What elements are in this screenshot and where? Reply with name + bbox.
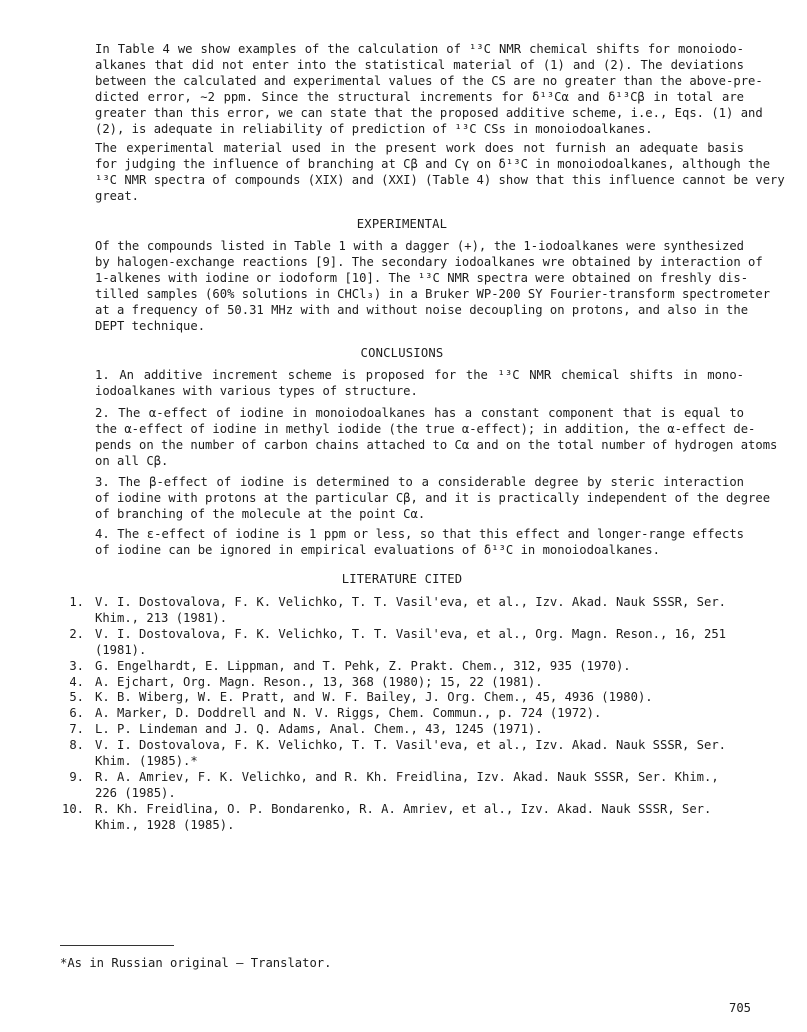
reference-number: 3. xyxy=(69,658,84,673)
text-line: In Table 4 we show examples of the calculation of ¹³C NMR chemical shifts for monoiodo- xyxy=(95,42,744,56)
text-line: tilled samples (60% solutions in CHCl₃) in a Bruker WP-200 SY Fourier-transform spectrometer xyxy=(95,286,771,301)
footnote: *As in Russian original — Translator. xyxy=(60,956,332,970)
reference-text: V. I. Dostovalova, F. K. Velichko, T. T. Vasil'eva, et al., Izv. Akad. Nauk SSSR, Ser. Khim. (1985).* xyxy=(95,738,727,769)
text-line: great. xyxy=(95,188,140,203)
reference-item xyxy=(58,595,748,627)
reference-item xyxy=(58,722,748,738)
reference-number: 4. xyxy=(69,674,84,689)
reference-number: 2. xyxy=(69,626,84,641)
heading-literature-cited: LITERATURE CITED xyxy=(341,572,463,586)
text-line: of iodine with protons at the particular Cβ, and it is practically independent of the degree xyxy=(95,490,771,505)
reference-item xyxy=(58,802,748,834)
paragraph-experimental xyxy=(60,239,771,334)
reference-text: L. P. Lindeman and J. Q. Adams, Anal. Chem., 43, 1245 (1971). xyxy=(95,722,543,737)
text-line: alkanes that did not enter into the statistical material of (1) and (2). The deviations xyxy=(95,57,744,72)
text-line: (2), is adequate in reliability of prediction of ¹³C CSs in monoiodoalkanes. xyxy=(95,121,653,136)
reference-number: 10. xyxy=(61,801,84,816)
reference-item xyxy=(58,627,748,659)
reference-text: K. B. Wiberg, W. E. Pratt, and W. F. Bailey, J. Org. Chem., 45, 4936 (1980). xyxy=(95,690,653,705)
reference-list xyxy=(58,595,748,834)
reference-item xyxy=(58,675,748,691)
paragraph-branching-influence xyxy=(60,141,785,205)
text-line: The experimental material used in the present work does not furnish an adequate basis xyxy=(95,141,744,155)
reference-item xyxy=(58,706,748,722)
conclusion-1 xyxy=(60,368,744,400)
text-line: by halogen-exchange reactions [9]. The secondary iodoalkanes wre obtained by interaction of xyxy=(95,254,763,269)
reference-text: R. A. Amriev, F. K. Velichko, and R. Kh. Freidlina, Izv. Akad. Nauk SSSR, Ser. Khim., 226 (1985). xyxy=(95,769,719,800)
reference-text: G. Engelhardt, E. Lippman, and T. Pehk, Z. Prakt. Chem., 312, 935 (1970). xyxy=(95,658,631,673)
reference-text: A. Ejchart, Org. Magn. Reson., 13, 368 (1980); 15, 22 (1981). xyxy=(95,674,543,689)
text-line: 1. An additive increment scheme is proposed for the ¹³C NMR chemical shifts in mono- xyxy=(95,368,744,382)
page-number: 705 xyxy=(729,1001,752,1015)
paragraph-table4-examples xyxy=(60,42,763,137)
text-line: pends on the number of carbon chains attached to Cα and on the total number of hydrogen atoms xyxy=(95,437,778,452)
text-line: 2. The α-effect of iodine in monoiodoalkanes has a constant component that is equal to xyxy=(95,406,744,420)
text-line: between the calculated and experimental values of the CS are no greater than the above-pre- xyxy=(95,73,763,88)
reference-text: R. Kh. Freidlina, O. P. Bondarenko, R. A. Amriev, et al., Izv. Akad. Nauk SSSR, Ser. Khim., 1928 (1985). xyxy=(95,801,712,832)
reference-item xyxy=(58,770,748,802)
text-line: of branching of the molecule at the point Cα. xyxy=(95,506,426,521)
heading-conclusions: CONCLUSIONS xyxy=(360,346,444,360)
reference-number: 5. xyxy=(69,690,84,705)
text-line: 3. The β-effect of iodine is determined to a considerable degree by steric interaction xyxy=(95,475,744,489)
text-line: the α-effect of iodine in methyl iodide (the true α-effect); in addition, the α-effect de- xyxy=(95,421,756,436)
text-line: iodoalkanes with various types of structure. xyxy=(95,383,418,398)
reference-number: 6. xyxy=(69,706,84,721)
reference-text: V. I. Dostovalova, F. K. Velichko, T. T. Vasil'eva, et al., Izv. Akad. Nauk SSSR, Ser. Khim., 213 (1981). xyxy=(95,595,727,625)
reference-item xyxy=(58,659,748,675)
text-line: DEPT technique. xyxy=(95,318,206,333)
text-line: for judging the influence of branching at Cβ and Cγ on δ¹³C in monoiodoalkanes, although the xyxy=(95,156,771,171)
conclusion-2 xyxy=(60,406,778,470)
conclusion-4 xyxy=(60,527,744,559)
conclusion-3 xyxy=(60,475,771,523)
reference-number: 9. xyxy=(69,769,84,784)
reference-item xyxy=(58,690,748,706)
text-line: greater than this error, we can state that the proposed additive scheme, i.e., Eqs. (1) and xyxy=(95,105,763,120)
text-line: at a frequency of 50.31 MHz with and without noise decoupling on protons, and also in the xyxy=(95,302,749,317)
text-line: dicted error, ∼2 ppm. Since the structural increments for δ¹³Cα and δ¹³Cβ in total are xyxy=(95,89,744,104)
heading-experimental: EXPERIMENTAL xyxy=(356,217,448,231)
reference-number: 7. xyxy=(69,722,84,737)
reference-text: V. I. Dostovalova, F. K. Velichko, T. T. Vasil'eva, et al., Org. Magn. Reson., 16, 251 (1981). xyxy=(95,626,727,657)
reference-text: A. Marker, D. Doddrell and N. V. Riggs, Chem. Commun., p. 724 (1972). xyxy=(95,706,602,721)
text-line: ¹³C NMR spectra of compounds (XIX) and (XXI) (Table 4) show that this influence cannot be very xyxy=(95,172,785,187)
text-line: Of the compounds listed in Table 1 with a dagger (+), the 1-iodoalkanes were synthesized xyxy=(95,239,744,253)
reference-item xyxy=(58,738,748,770)
text-line: 4. The ε-effect of iodine is 1 ppm or less, so that this effect and longer-range effects xyxy=(95,527,744,541)
text-line: 1-alkenes with iodine or iodoform [10]. The ¹³C NMR spectra were obtained on freshly dis- xyxy=(95,270,749,285)
reference-number: 8. xyxy=(69,738,84,753)
text-line: on all Cβ. xyxy=(95,453,169,468)
reference-number: 1. xyxy=(69,595,84,609)
footnote-divider xyxy=(60,945,174,946)
text-line: of iodine can be ignored in empirical evaluations of δ¹³C in monoiodoalkanes. xyxy=(95,542,660,557)
